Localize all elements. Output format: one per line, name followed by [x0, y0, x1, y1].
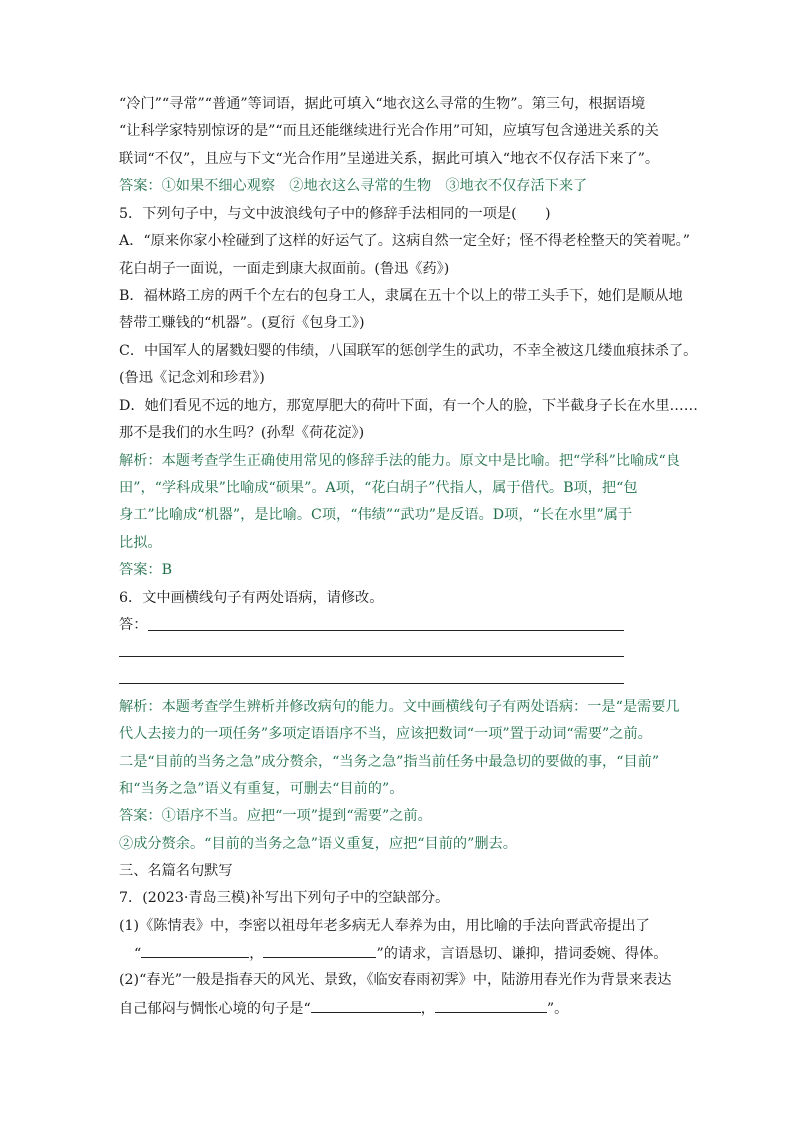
analysis-line: 解析：本题考查学生正确使用常见的修辞手法的能力。原文中是比喻。把“学科”比喻成“良 — [119, 453, 680, 469]
fill-blank[interactable] — [263, 943, 376, 958]
question-7: 7．(2023·青岛三模)补写出下列句子中的空缺部分。 — [119, 890, 450, 906]
option-b-cont: 替带工赚钱的“机器”。(夏衍《包身工》) — [119, 315, 365, 331]
section-heading: 三、名篇名句默写 — [119, 863, 233, 879]
fill-blank[interactable] — [141, 943, 249, 958]
sub-question-2: (2)“春光”一般是指春天的风光、景致，《临安春雨初霁》中，陆游用春光作为背景来表达 — [119, 972, 672, 988]
quote-open: “ — [134, 946, 142, 962]
answer-blank-line[interactable] — [148, 630, 624, 631]
comma: ， — [249, 946, 264, 962]
answer-line: 答案：①语序不当。应把“一项”提到“需要”之前。 — [119, 808, 432, 824]
question-5: 5．下列句子中，与文中波浪线句子中的修辞手法相同的一项是( ) — [119, 206, 551, 222]
text-line: 联词“不仅”，且应与下文“光合作用”呈递进关系，据此可填入“地衣不仅存活下来了”。 — [119, 151, 660, 167]
fill-blank[interactable] — [311, 998, 421, 1013]
analysis-line: 身工”比喻成“机器”，是比喻。C项，“伟绩”“武功”是反语。D项，“长在水里”属于 — [119, 507, 633, 523]
fill-blank[interactable] — [435, 998, 547, 1013]
analysis-line: 和“当务之急”语义有重复，可删去“目前的”。 — [119, 781, 404, 797]
answer-label: 答： — [119, 617, 148, 633]
answer-blank-line[interactable] — [119, 656, 624, 657]
option-c: C．中国军人的屠戮妇婴的伟绩，八国联军的惩创学生的武功，不幸全被这几缕血痕抹杀了。 — [119, 343, 698, 359]
option-d-cont: 那不是我们的水生吗？(孙犁《荷花淀》) — [119, 425, 365, 441]
option-b: B．福林路工房的两千个左右的包身工人，隶属在五十个以上的带工头手下，她们是顺从地 — [119, 288, 683, 304]
text-line: “冷门”“寻常”“普通”等词语，据此可填入“地衣这么寻常的生物”。第三句，根据语境 — [119, 96, 646, 112]
fill-in-line — [119, 998, 568, 1019]
text-line: “让科学家特别惊讶的是”“而且还能继续进行光合作用”可知，应填写包含递进关系的关 — [119, 123, 659, 139]
fill-in-line — [134, 943, 667, 964]
option-c-cont: (鲁迅《记念刘和珍君》) — [119, 370, 265, 386]
option-d: D．她们看见不远的地方，那宽厚肥大的荷叶下面，有一个人的脸，下半截身子长在水里…… — [119, 398, 698, 414]
quote-close-text: ”的请求，言语恳切、谦抑，措词委婉、得体。 — [376, 946, 668, 962]
answer-blank-line[interactable] — [119, 683, 624, 684]
sub-question-1: (1)《陈情表》中，李密以祖母年老多病无人奉养为由，用比喻的手法向晋武帝提出了 — [119, 918, 650, 934]
option-a: A．“原来你家小栓碰到了这样的好运气了。这病自然一定全好；怪不得老栓整天的笑着呢。” — [119, 233, 690, 249]
question-6: 6．文中画横线句子有两处语病，请修改。 — [119, 590, 384, 606]
answer-line: ②成分赘余。“目前的当务之急”语义重复，应把“目前的”删去。 — [119, 836, 517, 852]
comma: ， — [420, 1001, 435, 1017]
analysis-line: 田”，“学科成果”比喻成“硕果”。A项，“花白胡子”代指人，属于借代。B项，把“包 — [119, 480, 638, 496]
answer-line: 答案：①如果不细心观察 ②地衣这么寻常的生物 ③地衣不仅存活下来了 — [119, 178, 588, 194]
analysis-line: 解析：本题考查学生辨析并修改病句的能力。文中画横线句子有两处语病：一是“是需要几 — [119, 699, 680, 715]
analysis-line: 代人去接力的一项任务”多项定语语序不当，应该把数词“一项”置于动词“需要”之前。 — [119, 726, 652, 742]
fill-prefix: 自己郁闷与惆怅心境的句子是“ — [119, 1001, 311, 1017]
analysis-line: 二是“目前的当务之急”成分赘余，“当务之急”指当前任务中最急切的要做的事，“目前” — [119, 754, 660, 770]
answer-line: 答案：B — [119, 562, 172, 578]
option-a-cont: 花白胡子一面说，一面走到康大叔面前。(鲁迅《药》) — [119, 261, 450, 277]
quote-close-text: ”。 — [546, 1001, 569, 1017]
analysis-line: 比拟。 — [119, 535, 162, 551]
